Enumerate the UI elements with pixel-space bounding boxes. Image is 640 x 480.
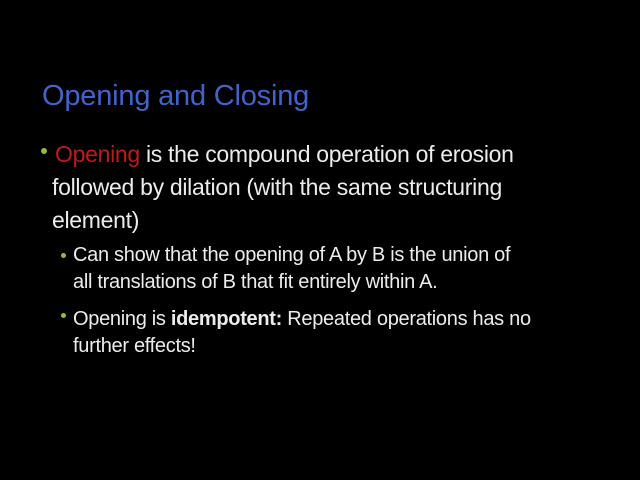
bullet-line: followed by dilation (with the same structuring <box>52 174 502 200</box>
opening-term: Opening <box>55 141 140 167</box>
bullet-line <box>73 306 531 333</box>
bullet-line: Can show that the opening of A by B is the union of <box>73 244 511 266</box>
bullet-line: all translations of B that fit entirely within A. <box>73 271 438 293</box>
bullet-icon <box>41 148 47 154</box>
bullet-opening-definition <box>52 138 514 237</box>
bullet-text-segment: Repeated operations has no <box>282 308 531 330</box>
bullet-line <box>52 138 514 171</box>
bullet-text-segment: Opening is <box>73 308 171 330</box>
idempotent-term: idempotent: <box>170 308 283 330</box>
bullet-line: further effects! <box>73 335 196 357</box>
sub-bullet-union <box>73 242 510 296</box>
slide-title: Opening and Closing <box>42 80 310 112</box>
sub-bullet-icon <box>61 253 66 258</box>
sub-bullet-idempotent <box>73 306 531 360</box>
bullet-line: element) <box>52 207 140 233</box>
bullet-text-segment: is the compound operation of erosion <box>139 141 514 167</box>
sub-bullet-icon <box>61 313 66 318</box>
